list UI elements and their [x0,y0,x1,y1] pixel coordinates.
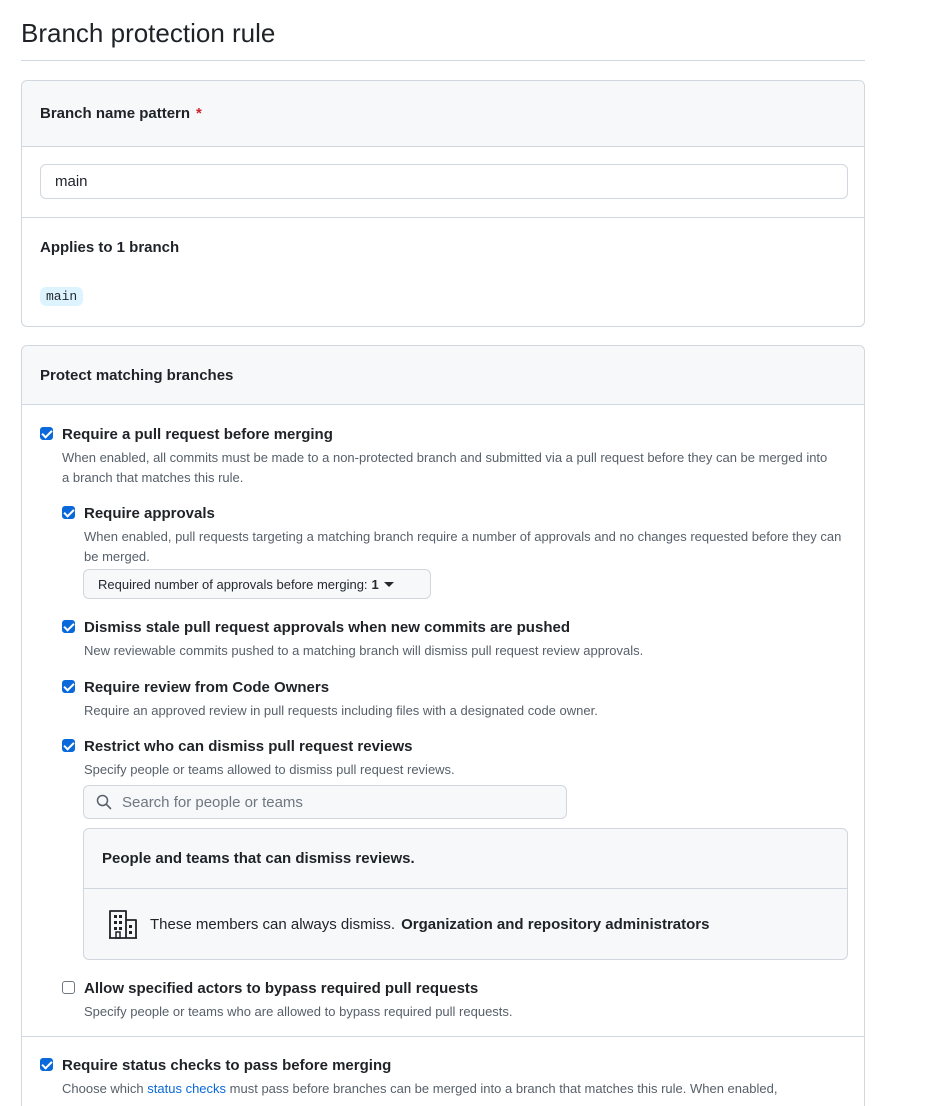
branch-pattern-box [21,80,865,327]
branch-tag: main [40,287,83,306]
code-owners-desc: Require an approved review in pull requests including files with a designated code owner. [84,703,598,718]
require-approvals-desc: When enabled, pull requests targeting a matching branch require a number of approvals and no changes requested before they can be merged. [84,529,842,564]
dismiss-search-box[interactable] [83,785,567,819]
dismiss-stale-desc: New reviewable commits pushed to a matching branch will dismiss pull request review approvals. [84,643,644,658]
required-mark: * [196,105,202,122]
require-pr-label[interactable]: Require a pull request before merging [62,426,333,443]
dismiss-stale-checkbox[interactable] [62,620,75,633]
code-owners-label[interactable]: Require review from Code Owners [84,679,330,696]
bypass-desc: Specify people or teams who are allowed to bypass required pull requests. [84,1004,513,1019]
approvals-select-value: 1 [371,576,379,592]
dismiss-search-input[interactable] [120,793,544,812]
restrict-dismiss-label[interactable]: Restrict who can dismiss pull request reviews [84,738,413,755]
divider [22,1036,864,1037]
approvals-count-select[interactable] [83,569,431,599]
branch-pattern-input[interactable] [40,164,848,199]
members-text: These members can always dismiss. [150,915,396,933]
dismiss-members-title: People and teams that can dismiss reviews. [84,829,847,889]
status-checks-label[interactable]: Require status checks to pass before merging [62,1057,392,1074]
dismiss-members-box [83,828,848,960]
status-checks-checkbox[interactable] [40,1058,53,1071]
require-pr-desc: When enabled, all commits must be made to a non-protected branch and submitted via a pull request before they can be merged into a branch that matches this rule. [62,450,828,485]
branch-pattern-label: Branch name pattern [40,105,191,122]
bypass-checkbox[interactable] [62,981,75,994]
status-checks-desc [62,1079,852,1099]
branch-pattern-header [22,81,864,147]
restrict-dismiss-desc: Specify people or teams allowed to dismiss pull request reviews. [84,762,455,777]
require-approvals-label[interactable]: Require approvals [84,505,215,522]
bypass-label[interactable]: Allow specified actors to bypass required pull requests [84,980,479,997]
divider [22,217,864,218]
status-checks-link[interactable]: status checks [147,1081,227,1096]
code-owners-checkbox[interactable] [62,680,75,693]
dismiss-stale-label[interactable]: Dismiss stale pull request approvals when new commits are pushed [84,619,570,636]
dismiss-members-row [84,889,847,959]
protect-title: Protect matching branches [40,366,234,384]
status-checks-desc-prefix: Choose which [62,1081,144,1096]
page-title: Branch protection rule [21,14,865,61]
approvals-select-label: Required number of approvals before merging: [98,576,368,592]
restrict-dismiss-checkbox[interactable] [62,739,75,752]
members-bold: Organization and repository administrators [401,915,710,933]
protect-header [22,346,864,405]
require-pr-checkbox[interactable] [40,427,53,440]
organization-icon [108,908,138,940]
chevron-down-icon [384,582,394,587]
require-approvals-checkbox[interactable] [62,506,75,519]
search-icon [96,794,112,810]
applies-title: Applies to 1 branch [40,239,180,256]
status-checks-desc-suffix: must pass before branches can be merged into a branch that matches this rule. When enabled, [229,1081,778,1096]
protect-box [21,345,865,1106]
